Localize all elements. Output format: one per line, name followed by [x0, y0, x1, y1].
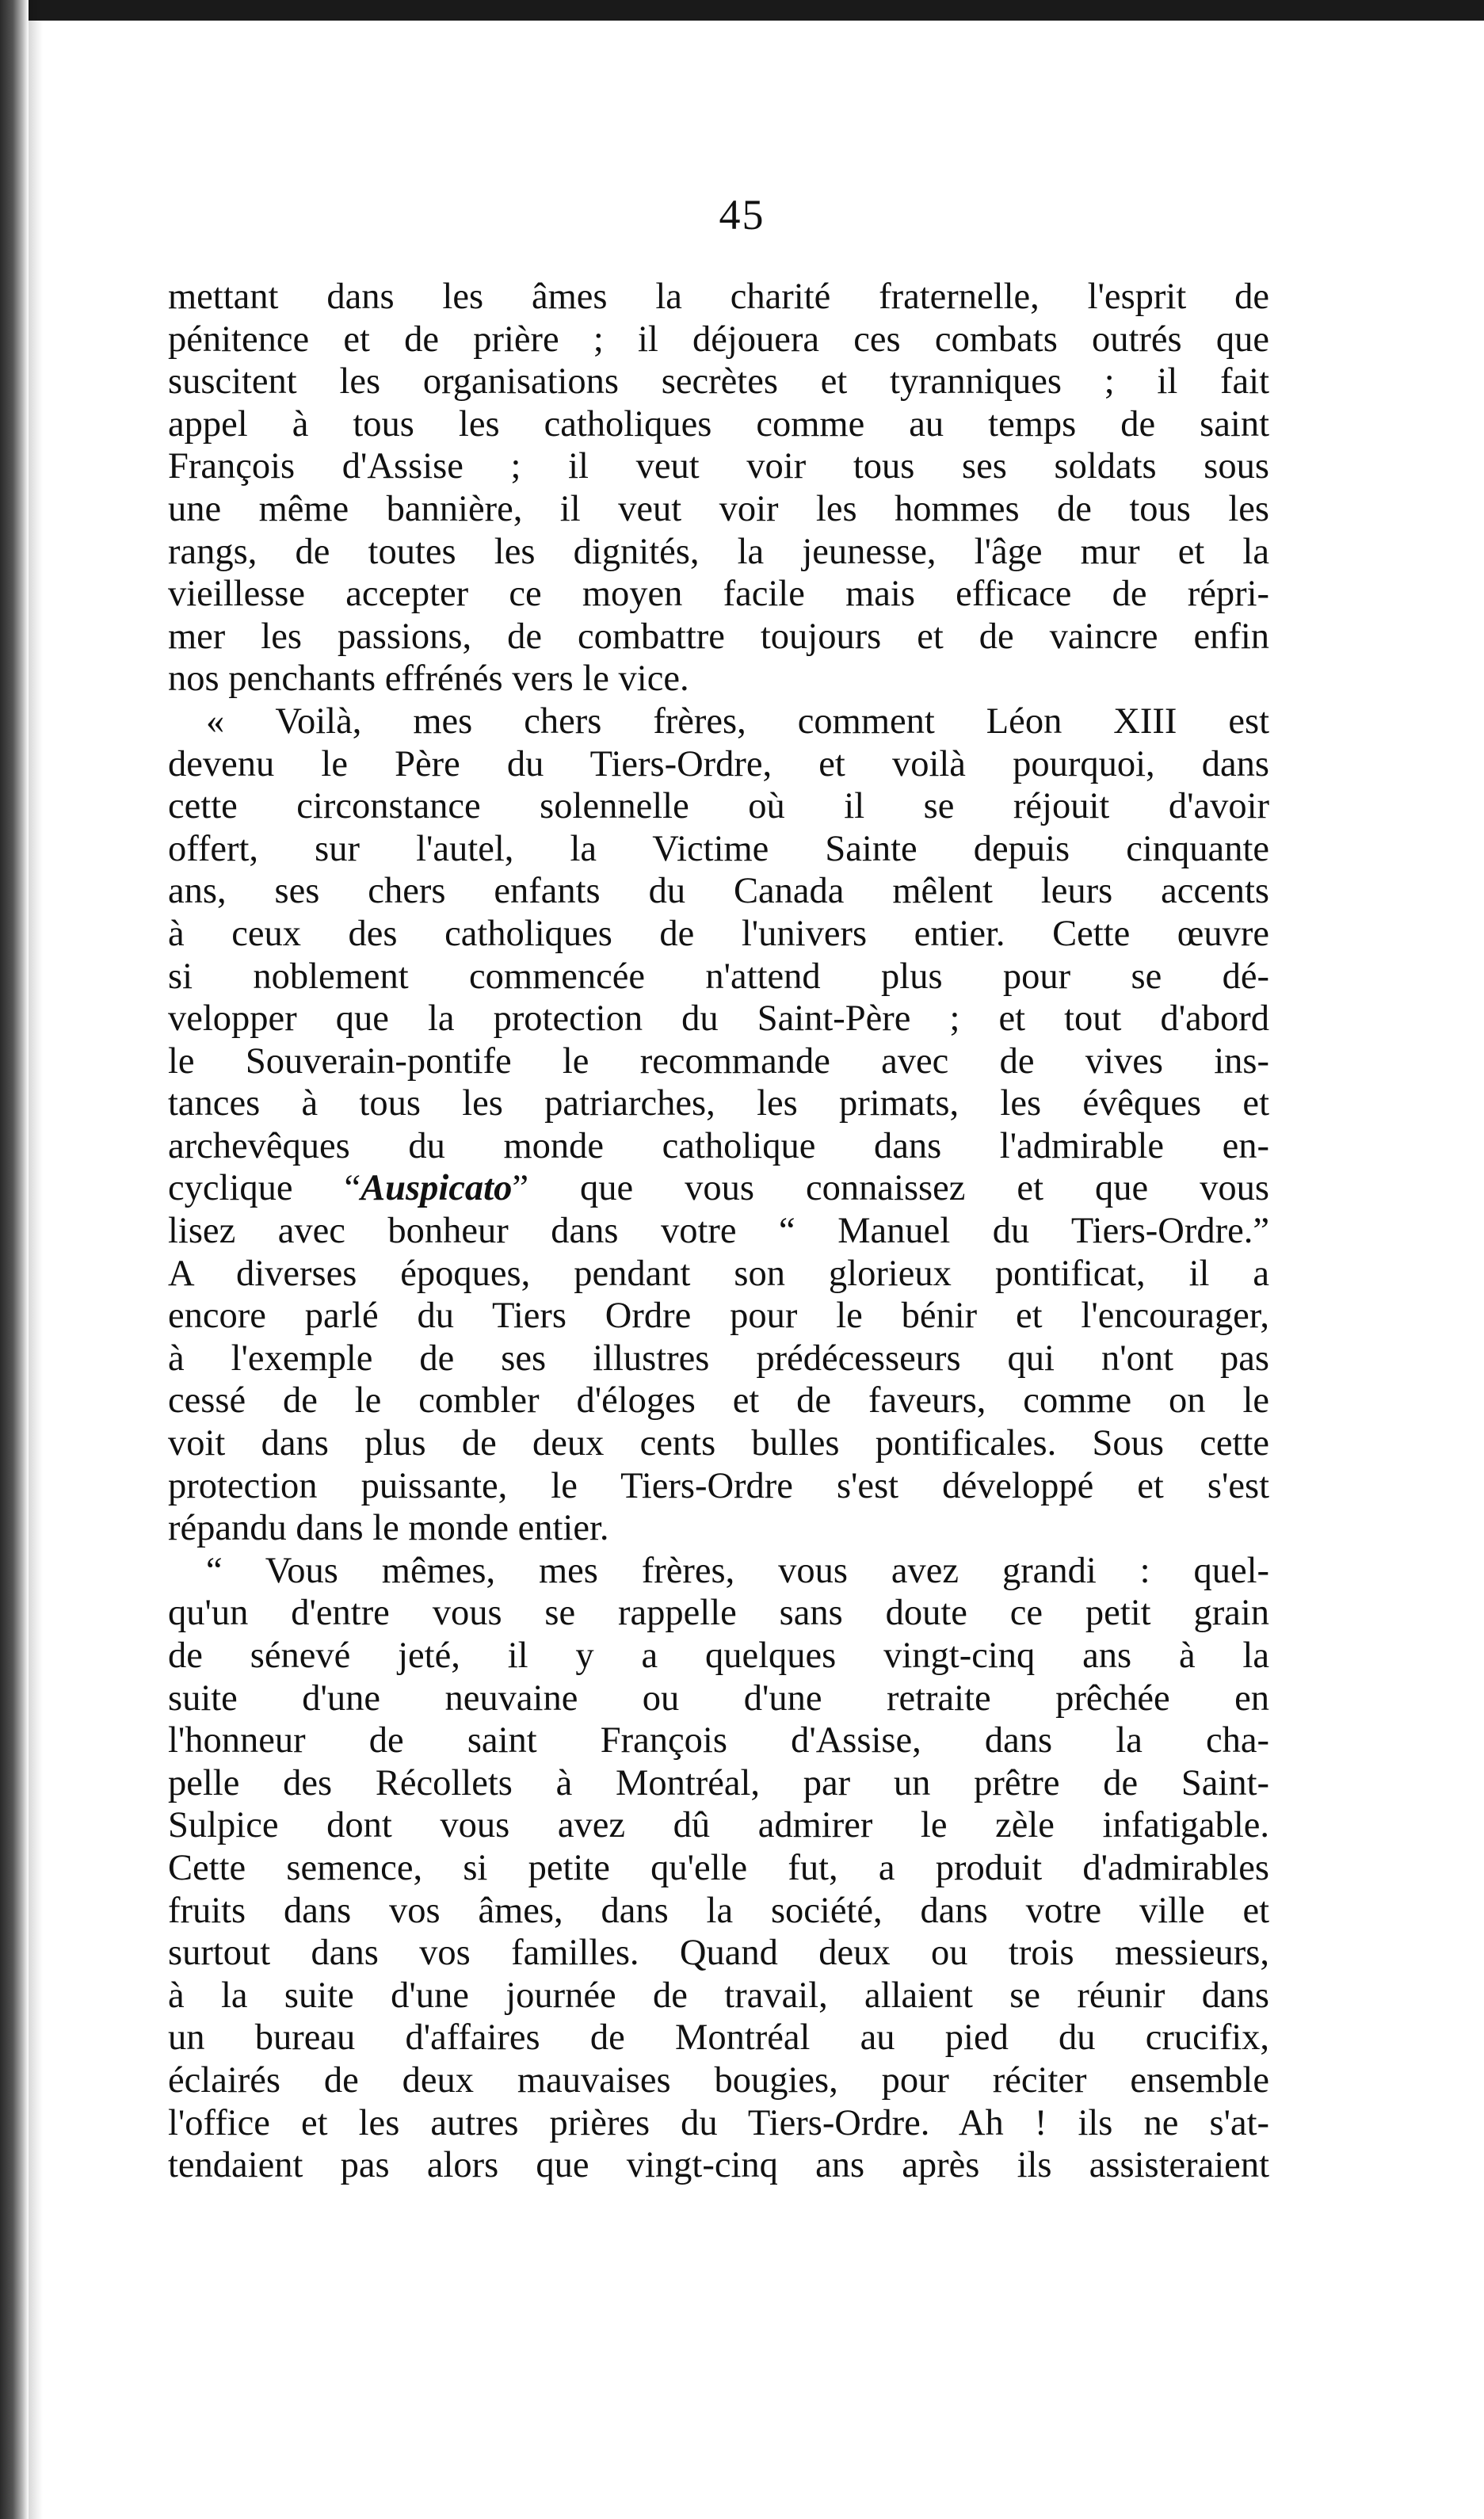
- text-line: encore parlé du Tiers Ordre pour le bénir et l'encourager,: [168, 1296, 1269, 1337]
- text-line: pénitence et de prière ; il déjouera ces combats outrés que: [168, 319, 1269, 360]
- text-fragment: ” que vous connaissez et que vous: [512, 1168, 1269, 1209]
- text-line: un bureau d'affaires de Montréal au pied du crucifix,: [168, 2017, 1269, 2059]
- text-line: “ Vous mêmes, mes frères, vous avez grandi : quel-: [206, 1550, 1269, 1591]
- text-line: le Souverain-pontife le recommande avec de vives ins-: [168, 1040, 1269, 1082]
- text-line: appel à tous les catholiques comme au temps de saint: [168, 403, 1269, 445]
- text-line: fruits dans vos âmes, dans la société, dans votre ville et: [168, 1890, 1269, 1931]
- text-line: répandu dans le monde entier.: [168, 1508, 609, 1549]
- text-line: l'honneur de saint François d'Assise, dans la cha-: [168, 1720, 1269, 1761]
- text-line: mettant dans les âmes la charité fraternelle, l'esprit de: [168, 277, 1269, 317]
- text-line: A diverses époques, pendant son glorieux pontificat, il a: [168, 1253, 1269, 1294]
- italic-title-auspicato: Auspicato: [361, 1168, 513, 1209]
- text-line: une même bannière, il veut voir les hommes de tous les: [168, 488, 1269, 529]
- text-line: archevêques du monde catholique dans l'admirable en-: [168, 1125, 1269, 1166]
- text-line: tendaient pas alors que vingt-cinq ans après ils assisteraient: [168, 2145, 1269, 2186]
- text-line: qu'un d'entre vous se rappelle sans doute ce petit grain: [168, 1593, 1269, 1634]
- text-line: à ceux des catholiques de l'univers entier. Cette œuvre: [168, 913, 1269, 954]
- text-line: « Voilà, mes chers frères, comment Léon XIII est: [206, 700, 1269, 742]
- text-line: pelle des Récollets à Montréal, par un prêtre de Saint-: [168, 1762, 1269, 1803]
- text-line: velopper que la protection du Saint-Père ; et tout d'abord: [168, 998, 1269, 1040]
- text-line: mer les passions, de combattre toujours et de vaincre enfin: [168, 616, 1269, 657]
- text-line: protection puissante, le Tiers-Ordre s'est développé et s'est: [168, 1465, 1269, 1506]
- scan-binding-shadow: [29, 0, 43, 2519]
- text-line: tances à tous les patriarches, les primats, les évêques et: [168, 1083, 1269, 1124]
- text-line: à la suite d'une journée de travail, allaient se réunir dans: [168, 1975, 1269, 2016]
- text-line: Cette semence, si petite qu'elle fut, a produit d'admirables: [168, 1847, 1269, 1888]
- text-line: devenu le Père du Tiers-Ordre, et voilà pourquoi, dans: [168, 743, 1269, 784]
- text-line: cessé de le combler d'éloges et de faveurs, comme on le: [168, 1380, 1269, 1422]
- text-line: François d'Assise ; il veut voir tous ses soldats sous: [168, 446, 1269, 487]
- text-line: voit dans plus de deux cents bulles pontificales. Sous cette: [168, 1423, 1269, 1464]
- text-line: suite d'une neuvaine ou d'une retraite prêchée en: [168, 1677, 1269, 1719]
- scan-left-binding-edge: [0, 0, 29, 2519]
- text-line: offert, sur l'autel, la Victime Sainte depuis cinquante: [168, 828, 1269, 869]
- text-line: éclairés de deux mauvaises bougies, pour réciter ensemble: [168, 2059, 1269, 2101]
- text-line: de sénevé jeté, il y a quelques vingt-cinq ans à la: [168, 1635, 1269, 1676]
- text-fragment: cyclique “: [168, 1168, 361, 1209]
- text-line: suscitent les organisations secrètes et tyranniques ; il fait: [168, 361, 1269, 403]
- text-line: nos penchants effrénés vers le vice.: [168, 658, 689, 700]
- text-line: l'office et les autres prières du Tiers-Ordre. Ah ! ils ne s'at-: [168, 2102, 1269, 2143]
- text-line: rangs, de toutes les dignités, la jeunesse, l'âge mur et la: [168, 531, 1269, 572]
- text-line: ans, ses chers enfants du Canada mêlent leurs accents: [168, 871, 1269, 912]
- text-line: si noblement commencée n'attend plus pour se dé-: [168, 956, 1269, 997]
- body-text: [168, 276, 1269, 2187]
- text-line: surtout dans vos familles. Quand deux ou trois messieurs,: [168, 1933, 1269, 1974]
- text-line: vieillesse accepter ce moyen facile mais efficace de répri-: [168, 574, 1269, 615]
- text-line: lisez avec bonheur dans votre “ Manuel du Tiers-Ordre.”: [168, 1211, 1269, 1252]
- text-line: Sulpice dont vous avez dû admirer le zèle infatigable.: [168, 1805, 1269, 1846]
- page-number: 45: [719, 191, 765, 239]
- text-line: à l'exemple de ses illustres prédécesseurs qui n'ont pas: [168, 1338, 1269, 1379]
- text-line-with-italic: [168, 1167, 1269, 1210]
- scan-top-border: [0, 0, 1484, 21]
- text-line: cette circonstance solennelle où il se réjouit d'avoir: [168, 786, 1269, 827]
